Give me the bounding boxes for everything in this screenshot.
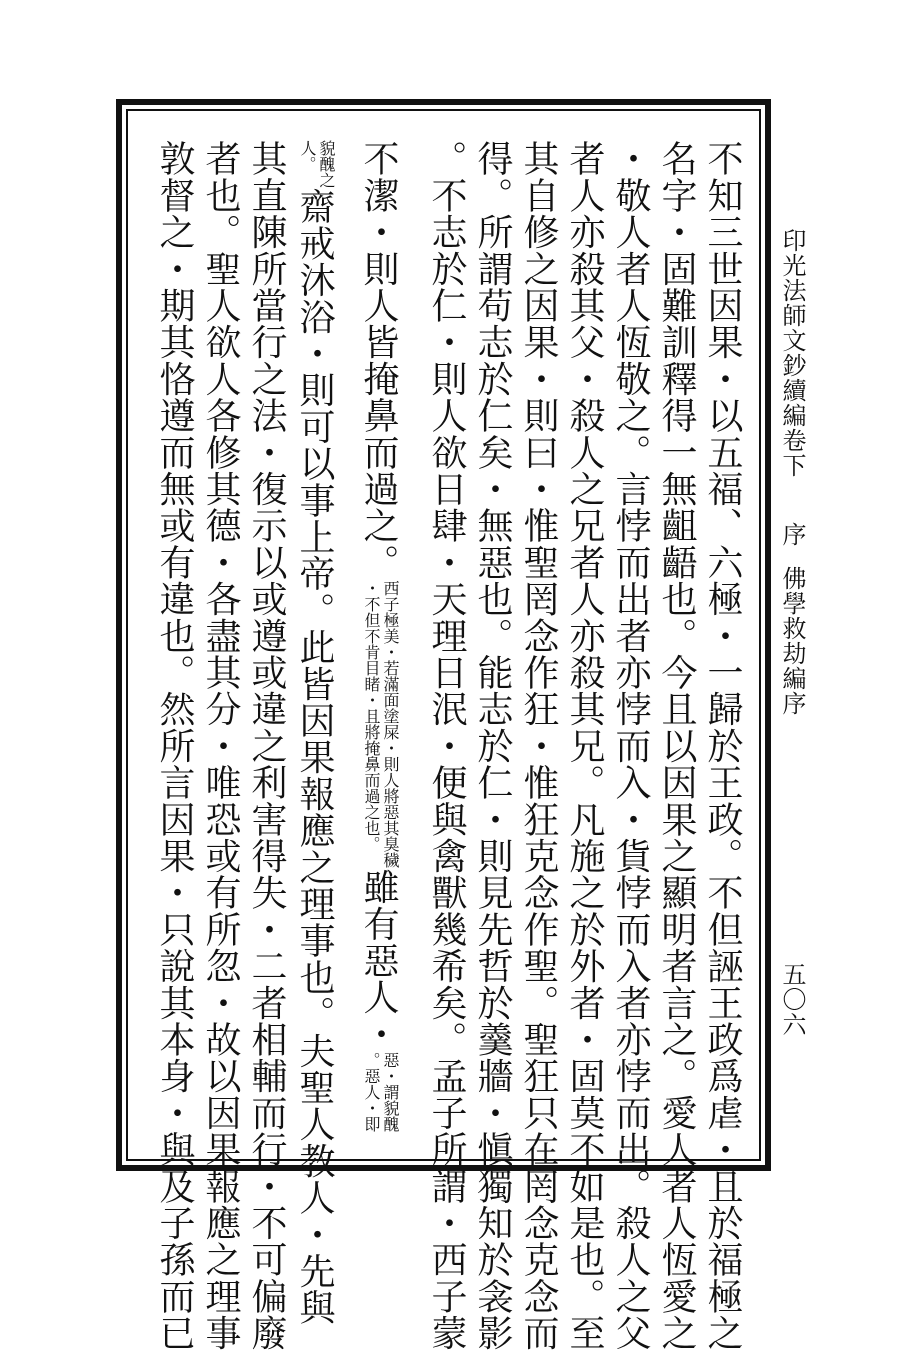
annotation-1-line-b: ・不但不肯目睹・且將掩鼻而過之也。 (362, 580, 381, 853)
annotation-3-line-b: 人。 (298, 140, 317, 172)
annotation-3 (298, 140, 336, 188)
text-column-3: ・敬人者人恆敬之。言悖而出者亦悖而入・貨悖而入者亦悖而出。殺人之父 (610, 140, 651, 1351)
text-column-10: 其直陳所當行之法・復示以或遵或違之利害得失・二者相輔而行・不可偏廢 (246, 140, 287, 1351)
article-title: 佛學救劫編序 (778, 566, 806, 716)
book-title: 印光法師文鈔續編卷下 (778, 228, 806, 478)
column-9-text: 齋戒沐浴・則可以事上帝。此皆因果報應之理事也。夫聖人教人・先與 (294, 188, 335, 1326)
annotation-1 (362, 580, 400, 868)
text-column-11: 者也。聖人欲人各修其德・各盡其分・唯恐或有所忽・故以因果報應之理事 (200, 140, 241, 1351)
text-column-4: 者人亦殺其父・殺人之兄者人亦殺其兄。凡施之於外者・固莫不如是也。至 (564, 140, 605, 1351)
text-column-8 (356, 140, 400, 1145)
column-8-text-b: 雖有惡人・ (358, 868, 399, 1052)
column-8-text-a: 不潔・則人皆掩鼻而過之。 (358, 140, 399, 581)
text-column-2: 名字・固難訓釋得一無齟齬也。今且以因果之顯明者言之。愛人者人恆愛之 (656, 140, 697, 1351)
annotation-2 (362, 1052, 400, 1132)
annotation-3-line-a: 貌醜之 (317, 140, 336, 188)
annotation-2-line-a: 惡・謂貌醜 (381, 1051, 400, 1132)
text-column-12: 敦督之・期其恪遵而無或有違也。然所言因果・只說其本身・與及子孫而已 (154, 140, 195, 1351)
text-column-6: 得。所謂苟志於仁矣・無惡也。能志於仁・則見先哲於羹牆・愼獨知於衾影 (472, 140, 513, 1351)
text-column-5: 其自修之因果・則曰・惟聖罔念作狂・惟狂克念作聖。聖狂只在罔念克念而 (518, 140, 559, 1351)
text-column-7: 。不志於仁・則人欲日肆・天理日泯・便與禽獸幾希矣。孟子所謂・西子蒙 (426, 140, 467, 1351)
annotation-2-line-b: 。惡人・即 (362, 1051, 381, 1132)
section-label: 序 (778, 522, 806, 547)
text-column-1: 不知三世因果・以五福、六極・一歸於王政。不但誣王政爲虐・且於福極之 (702, 140, 743, 1351)
annotation-1-line-a: 西子極美・若滿面塗屎・則人將惡其臭穢 (381, 580, 400, 869)
text-column-9 (292, 140, 336, 1326)
page-number: 五〇六 (778, 962, 806, 1037)
